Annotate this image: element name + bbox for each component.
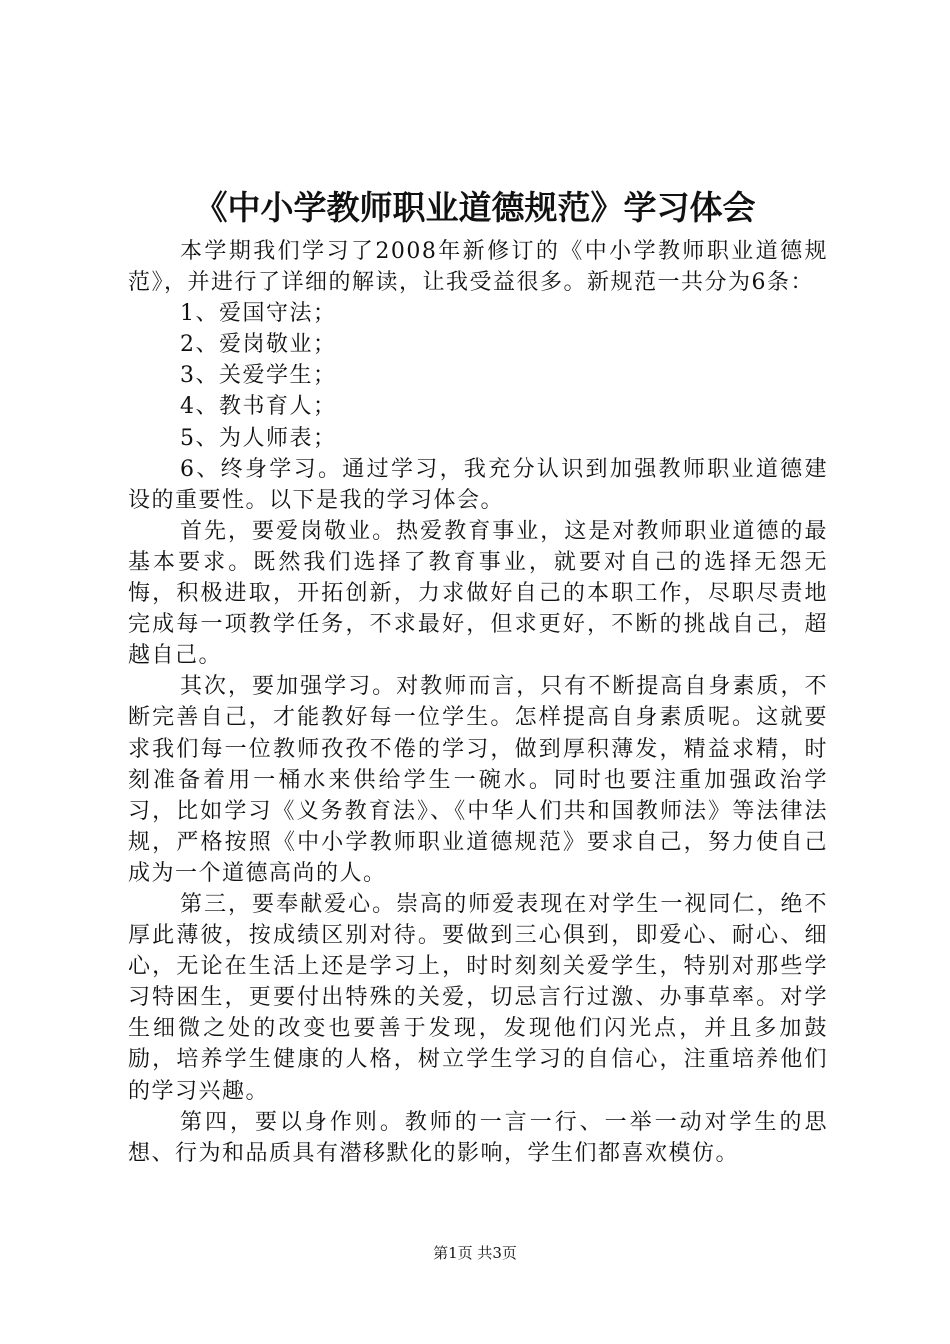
page-number-footer: 第1页 共3页 bbox=[433, 1244, 517, 1262]
document-body bbox=[128, 236, 828, 1169]
paragraph-third: 第三，要奉献爱心。崇高的师爱表现在对学生一视同仁，绝不厚此薄彼，按成绩区别对待。要做到三心俱到，即爱心、耐心、细心，无论在生活上还是学习上，时时刻刻关爱学生，特别对那些学习特困生，更要付出特殊的关爱，切忌言行过激、办事草率。对学生细微之处的改变也要善于发现，发现他们闪光点，并且多加鼓励，培养学生健康的人格，树立学生学习的自信心，注重培养他们的学习兴趣。 bbox=[128, 891, 828, 1104]
list-item-2: 2、爱岗敬业； bbox=[180, 332, 337, 358]
paragraph-second: 其次，要加强学习。对教师而言，只有不断提高自身素质，不断完善自己，才能教好每一位学生。怎样提高自身素质呢。这就要求我们每一位教师孜孜不倦的学习，做到厚积薄发，精益求精，时刻准备着用一桶水来供给学生一碗水。同时也要注重加强政治学习，比如学习《义务教育法》、《中华人们共和国教师法》等法律法规，严格按照《中小学教师职业道德规范》要求自己，努力使自己成为一个道德高尚的人。 bbox=[128, 674, 828, 886]
document-title: 《中小学教师职业道德规范》学习体会 bbox=[194, 188, 756, 227]
paragraph-intro: 本学期我们学习了2008年新修订的《中小学教师职业道德规范》，并进行了详细的解读，让我受益很多。新规范一共分为6条： bbox=[128, 239, 828, 296]
list-item-4: 4、教书育人； bbox=[180, 394, 337, 420]
list-item-3: 3、关爱学生； bbox=[180, 363, 337, 389]
paragraph-first: 首先，要爱岗敬业。热爱教育事业，这是对教师职业道德的最基本要求。既然我们选择了教育事业，就要对自己的选择无怨无悔，积极进取，开拓创新，力求做好自己的本职工作，尽职尽责地完成每一项教学任务，不求最好，但求更好，不断的挑战自己，超越自己。 bbox=[128, 518, 828, 669]
list-item-1: 1、爱国守法； bbox=[180, 301, 337, 327]
paragraph-fourth: 第四，要以身作则。教师的一言一行、一举一动对学生的思想、行为和品质具有潜移默化的影响，学生们都喜欢模仿。 bbox=[128, 1109, 828, 1166]
list-item-5: 5、为人师表； bbox=[180, 425, 337, 451]
list-item-6: 6、终身学习。通过学习，我充分认识到加强教师职业道德建设的重要性。以下是我的学习体会。 bbox=[128, 456, 828, 513]
